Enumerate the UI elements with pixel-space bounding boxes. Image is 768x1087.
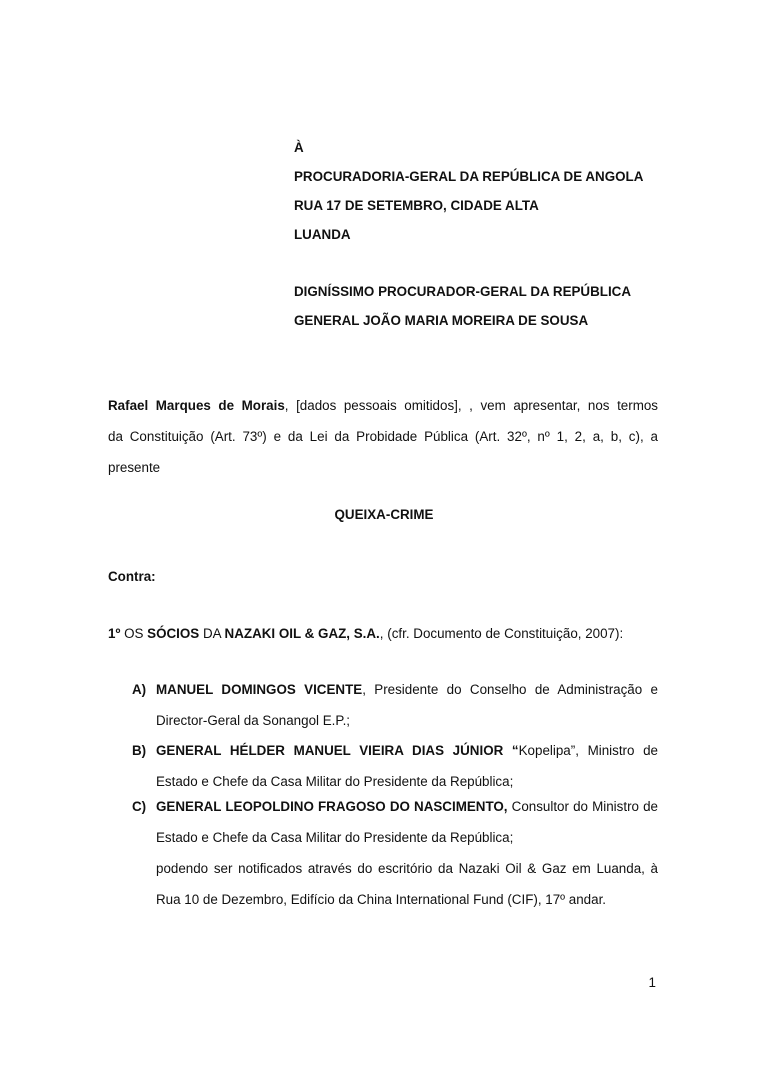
- against-label: Contra:: [108, 569, 156, 584]
- company-name: NAZAKI OIL & GAZ, S.A.: [224, 626, 380, 641]
- intro-line-3: presente: [108, 460, 161, 475]
- intro-text-1: , [dados pessoais omitidos], , vem apresentar, nos termos: [284, 398, 658, 413]
- item-desc: Kopelipa”, Ministro de: [518, 743, 658, 758]
- item-line: Rua 10 de Dezembro, Edifício da China International Fund (CIF), 17º andar.: [156, 892, 607, 907]
- item-line: [156, 674, 658, 705]
- list-item: [132, 735, 658, 797]
- section-number: 1º: [108, 626, 121, 641]
- item-line: Director-Geral da Sonangol E.P.;: [156, 713, 351, 728]
- section-socios: SÓCIOS: [147, 626, 200, 641]
- document-title: QUEIXA-CRIME: [334, 507, 434, 522]
- intro-line-1: [108, 390, 658, 421]
- recipient-line-1: DIGNÍSSIMO PROCURADOR-GERAL DA REPÚBLICA: [294, 284, 632, 299]
- section-da: DA: [199, 626, 225, 641]
- address-prefix: À: [294, 140, 304, 155]
- item-label: B): [132, 743, 147, 758]
- list-item: [132, 791, 658, 915]
- item-name: MANUEL DOMINGOS VICENTE: [156, 682, 363, 697]
- address-line-1: PROCURADORIA-GERAL DA REPÚBLICA DE ANGOLA: [294, 169, 644, 184]
- item-line: podendo ser notificados através do escritório da Nazaki Oil & Gaz em Luanda, à: [156, 861, 658, 876]
- page-number: 1: [648, 975, 656, 990]
- item-name: GENERAL LEOPOLDINO FRAGOSO DO NASCIMENTO,: [156, 799, 508, 814]
- item-desc: , Presidente do Conselho de Administração e: [362, 682, 658, 697]
- item-line: Estado e Chefe da Casa Militar do Presidente da República;: [156, 774, 514, 789]
- section-1-heading: [108, 618, 658, 649]
- item-line: [156, 735, 658, 766]
- intro-line-2: da Constituição (Art. 73º) e da Lei da Probidade Pública (Art. 32º, nº 1, 2, a, b, c), a: [108, 429, 658, 444]
- list-item: [132, 674, 658, 736]
- item-label: C): [132, 799, 147, 814]
- item-name: GENERAL HÉLDER MANUEL VIEIRA DIAS JÚNIOR “: [156, 743, 519, 758]
- item-line: Estado e Chefe da Casa Militar do Presidente da República;: [156, 830, 514, 845]
- complainant-name: Rafael Marques de Morais: [108, 398, 285, 413]
- section-rest: , (cfr. Documento de Constituição, 2007):: [379, 626, 624, 641]
- item-line: [156, 791, 658, 822]
- recipient-line-2: GENERAL JOÃO MARIA MOREIRA DE SOUSA: [294, 313, 589, 328]
- item-desc: Consultor do Ministro de: [507, 799, 658, 814]
- intro-paragraph: [108, 390, 658, 483]
- address-line-3: LUANDA: [294, 227, 351, 242]
- section-os: OS: [120, 626, 148, 641]
- item-label: A): [132, 682, 147, 697]
- address-line-2: RUA 17 DE SETEMBRO, CIDADE ALTA: [294, 198, 539, 213]
